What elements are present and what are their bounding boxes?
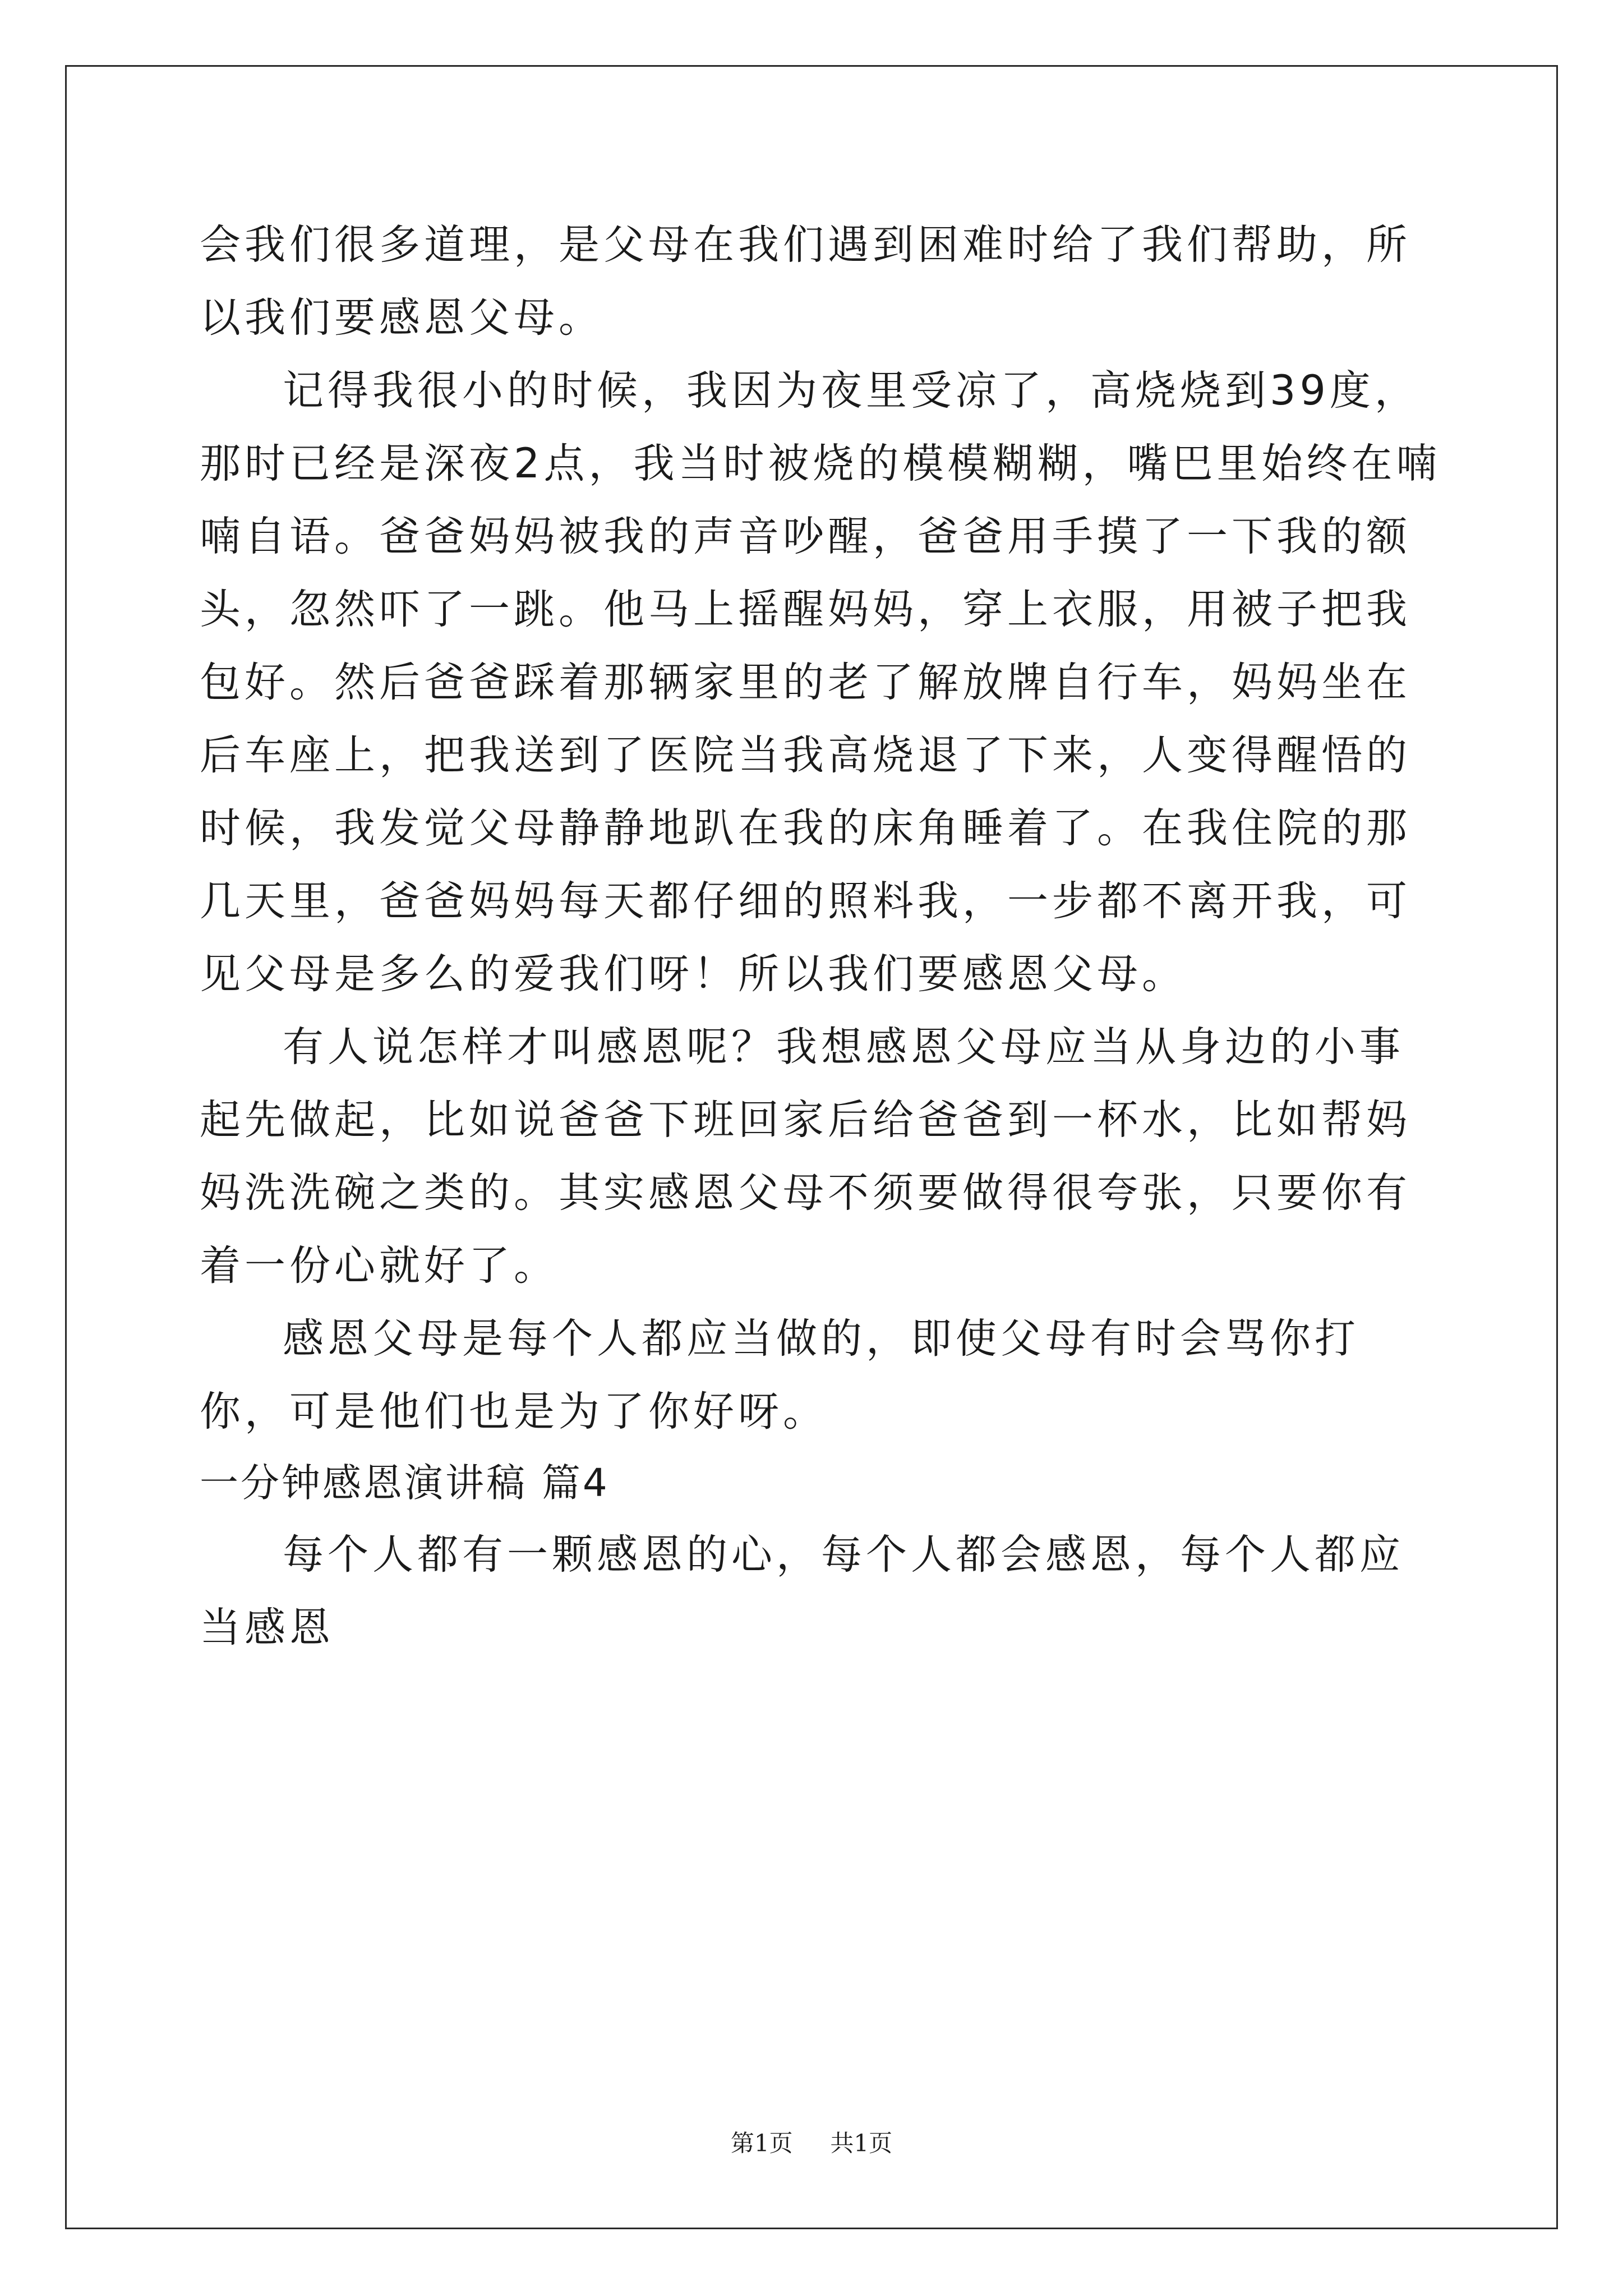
page-number-current: 第1页 (730, 2129, 793, 2157)
section-heading: 一分钟感恩演讲稿 篇4 (200, 1461, 610, 1506)
paragraph-4: 感恩父母是每个人都应当做的，即使父母有时会骂你打你，可是他们也是为了你好呀。 (200, 1315, 1359, 1435)
paragraph-2: 记得我很小的时候，我因为夜里受凉了，高烧烧到39度，那时已经是深夜2点，我当时被烧的模模糊糊，嘴巴里始终在喃喃自语。爸爸妈妈被我的声音吵醒，爸爸用手摸了一下我的额头，忽然吓了一跳。他马上摇醒妈妈，穿上衣服，用被子把我包好。然后爸爸踩着那辆家里的老了解放牌自行车，妈妈坐在后车座上，把我送到了医院当我高烧退了下来，人变得醒悟的时候，我发觉父母静静地趴在我的床角睡着了。在我住院的那几天里，爸爸妈妈每天都仔细的照料我，一步都不离开我，可见父母是多么的爱我们呀！所以我们要感恩父母。 (200, 367, 1441, 998)
paragraph-5: 每个人都有一颗感恩的心，每个人都会感恩，每个人都应当感恩 (200, 1531, 1404, 1651)
paragraph-1: 会我们很多道理，是父母在我们遇到困难时给了我们帮助，所以我们要感恩父母。 (200, 221, 1411, 342)
document-body (200, 209, 1446, 1664)
page-number-total: 共1页 (830, 2129, 893, 2157)
paragraph-3: 有人说怎样才叫感恩呢？我想感恩父母应当从身边的小事起先做起，比如说爸爸下班回家后给爸爸到一杯水，比如帮妈妈洗洗碗之类的。其实感恩父母不须要做得很夸张，只要你有着一份心就好了。 (200, 1023, 1411, 1290)
page-footer (0, 2125, 1623, 2159)
